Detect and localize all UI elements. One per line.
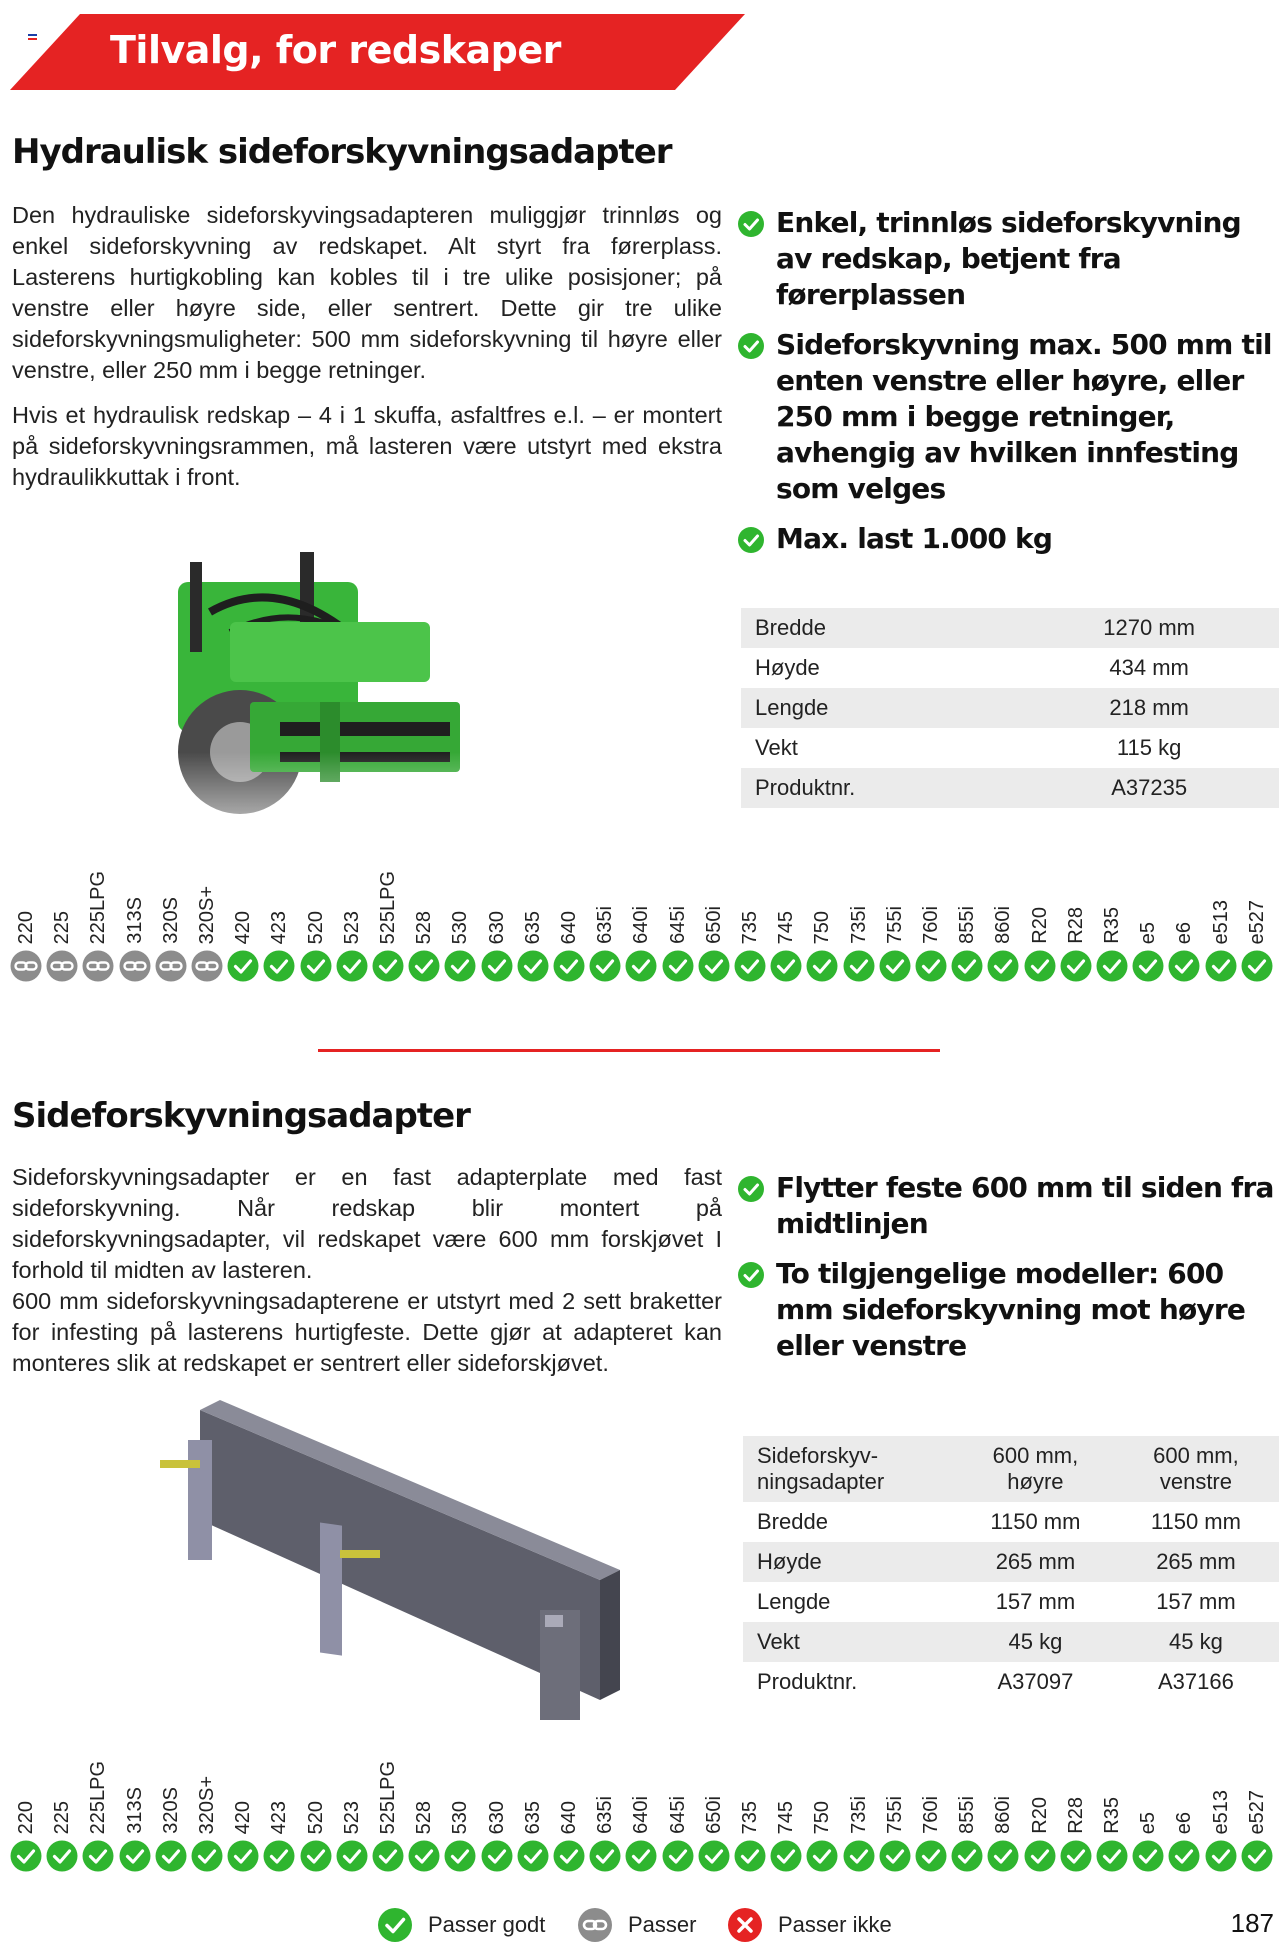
section1-paragraph-2: Hvis et hydraulisk redskap – 4 i 1 skuffa, asfaltfres e.l. – er montert på sideforskyvningsrammen, må lasteren være utstyrt med ekstra hydraulikkuttak i front.: [12, 402, 722, 490]
check-icon: [987, 1840, 1019, 1872]
table-row: [741, 768, 1279, 808]
check-icon: [553, 950, 585, 982]
model-label-text: 225LPG: [87, 870, 110, 944]
check-icon: [119, 1840, 151, 1872]
link-icon: [10, 950, 42, 982]
model-label: [623, 906, 659, 944]
check-icon: [625, 1840, 657, 1872]
model-label-text: 640i: [630, 906, 653, 944]
legend-item-link: [578, 1908, 696, 1942]
model-label-text: 525LPG: [377, 870, 399, 944]
check-icon: [372, 950, 404, 982]
section1-bullets: [738, 205, 1278, 571]
spec-value: 45 kg: [958, 1622, 1113, 1662]
model-label: [768, 911, 804, 944]
check-icon: [625, 950, 657, 982]
check-icon: [1132, 1840, 1164, 1872]
check-icon: [951, 950, 983, 982]
model-label: [8, 1801, 44, 1834]
model-label-text: 760i: [920, 906, 942, 944]
model-label: [479, 1801, 515, 1834]
model-label-text: 630: [485, 910, 508, 944]
section1-description: [12, 200, 722, 507]
loader-adapter-photo: [170, 552, 500, 872]
model-label: [261, 1801, 297, 1834]
model-label-text: 745: [775, 1800, 798, 1834]
check-icon: [806, 950, 838, 982]
check-icon: [698, 1840, 730, 1872]
model-label-text: e6: [1173, 921, 1196, 944]
model-label: [841, 906, 877, 944]
model-label-text: 220: [15, 910, 37, 944]
check-icon: [336, 950, 368, 982]
spec-value: 157 mm: [995, 1589, 1076, 1614]
model-label: [1166, 1812, 1202, 1834]
check-icon: [263, 1840, 295, 1872]
table-row: [741, 728, 1279, 768]
model-label-text: 635: [521, 910, 544, 944]
model-label: [1203, 900, 1239, 945]
model-label: [696, 906, 732, 944]
spec-value: A37166: [1158, 1669, 1234, 1694]
check-icon: [589, 1840, 621, 1872]
check-icon: [444, 950, 476, 982]
model-label-text: 750: [811, 910, 834, 944]
check-icon: [915, 950, 947, 982]
spec-value: A37235: [1019, 768, 1279, 808]
spec-label: Bredde: [757, 1509, 828, 1534]
flag-icon: [28, 34, 37, 40]
check-icon: [843, 1840, 875, 1872]
check-icon: [589, 950, 621, 982]
check-icon: [155, 1840, 187, 1872]
page-number: 187: [1230, 1908, 1274, 1938]
model-label: [44, 911, 80, 944]
check-icon: [191, 1840, 223, 1872]
model-label: [623, 1796, 659, 1834]
check-icon: [227, 1840, 259, 1872]
spec-value: 1150 mm: [1150, 1509, 1241, 1534]
model-label: [804, 1801, 840, 1834]
model-label: [442, 911, 478, 944]
section2-paragraph-1: Sideforskyvningsadapter er en fast adapterplate med fast sideforskyvning. Når redskap blir montert på sideforskyvningsadapter, vil redskapet være 600 mm forskjøvet I forhold til midten av lasteren.: [12, 1164, 722, 1283]
legend-item-check: [378, 1908, 545, 1942]
check-icon: [951, 1840, 983, 1872]
check-icon: [770, 1840, 802, 1872]
model-label-text: 735: [739, 1800, 761, 1834]
model-label: [1058, 907, 1094, 944]
check-icon: [1024, 950, 1056, 982]
model-label-text: 528: [413, 1800, 436, 1834]
model-label-text: e527: [1245, 899, 1268, 944]
model-label: [1166, 922, 1202, 944]
model-label: [80, 1761, 116, 1834]
check-icon: [517, 950, 549, 982]
model-label: [587, 1796, 623, 1834]
model-label: [732, 1801, 768, 1834]
cross-icon: [728, 1908, 762, 1942]
model-label: [696, 1796, 732, 1834]
model-label: [189, 886, 225, 944]
model-label-text: 320S: [159, 1787, 182, 1834]
spec-label: Produktnr.: [741, 768, 1019, 808]
check-icon: [843, 950, 875, 982]
model-label: [44, 1801, 80, 1834]
model-label: [1130, 1812, 1166, 1834]
model-label: [370, 871, 406, 944]
model-label-text: 420: [232, 910, 255, 944]
section-divider: [318, 1049, 940, 1052]
check-icon: [372, 1840, 404, 1872]
model-label-text: e513: [1209, 1789, 1232, 1834]
check-icon: [1205, 1840, 1237, 1872]
check-icon: [227, 950, 259, 982]
model-label: [985, 906, 1021, 944]
model-label: [8, 911, 44, 944]
check-icon: [1132, 950, 1164, 982]
table-row: [743, 1582, 1279, 1622]
model-label-text: e513: [1209, 899, 1232, 944]
model-label: [406, 1801, 442, 1834]
spec-label: Høyde: [755, 655, 820, 680]
table-row: [743, 1662, 1279, 1702]
check-icon: [300, 1840, 332, 1872]
model-labels: [10, 1740, 1280, 1840]
check-icon: [336, 1840, 368, 1872]
bullet-text: Flytter feste 600 mm til siden fra midtlinjen: [776, 1171, 1274, 1240]
section2-title: Sideforskyvningsadapter: [12, 1096, 470, 1136]
spec-label: Bredde: [741, 608, 1019, 648]
model-label: [515, 1801, 551, 1834]
spec-label: Produktnr.: [757, 1669, 858, 1694]
check-icon: [1168, 1840, 1200, 1872]
section1-spec-table: [741, 608, 1279, 808]
model-label: [153, 897, 189, 944]
model-label-text: 528: [413, 910, 436, 944]
model-label: [370, 1761, 406, 1834]
check-icon: [1205, 950, 1237, 982]
model-label-text: 735: [739, 910, 761, 944]
model-label-text: 523: [340, 1800, 363, 1834]
model-label-text: R35: [1101, 1797, 1123, 1834]
bullet-item: [738, 521, 1278, 557]
spec-label: Lengde: [757, 1589, 831, 1614]
model-label-text: 313S: [123, 897, 146, 944]
model-label: [804, 911, 840, 944]
model-label-text: e5: [1137, 921, 1160, 944]
model-label-text: 423: [268, 910, 291, 944]
model-label: [732, 911, 768, 944]
check-icon: [444, 1840, 476, 1872]
model-label: [587, 906, 623, 944]
section2-paragraph-2: 600 mm sideforskyvningsadapterene er utstyrt med 2 sett braketter for infesting på lasterens hurtigfeste. Dette gjør at adapteret kan monteres slik at redskapet er sentrert eller sideforskjøvet.: [12, 1288, 722, 1376]
check-icon: [300, 950, 332, 982]
check-icon: [408, 1840, 440, 1872]
model-label-text: 640i: [630, 1796, 653, 1834]
bullet-text: Max. last 1.000 kg: [776, 522, 1053, 555]
check-icon: [806, 1840, 838, 1872]
section2-compatibility-grid: [10, 1740, 1280, 1876]
model-label-text: 645i: [666, 906, 689, 944]
legend-label: Passer godt: [428, 1912, 546, 1937]
section1-compatibility-grid: [10, 850, 1280, 986]
model-label-text: 735i: [847, 1796, 870, 1834]
check-icon: [378, 1908, 412, 1942]
check-icon: [987, 950, 1019, 982]
model-label-text: 755i: [883, 1796, 906, 1834]
legend-item-cross: [728, 1908, 892, 1942]
model-label: [985, 1796, 1021, 1834]
check-icon: [662, 950, 694, 982]
model-label-text: 225: [51, 910, 74, 944]
model-label-text: e6: [1173, 1811, 1196, 1834]
check-icon: [698, 950, 730, 982]
check-icon: [738, 527, 764, 553]
table-row: [741, 648, 1279, 688]
table-row: [743, 1502, 1279, 1542]
check-icon: [662, 1840, 694, 1872]
model-label-text: 635i: [594, 1796, 617, 1834]
model-label-text: 320S: [159, 897, 182, 944]
model-label-text: 635: [521, 1800, 544, 1834]
check-icon: [481, 1840, 513, 1872]
model-label-text: 423: [268, 1800, 291, 1834]
check-icon: [1096, 950, 1128, 982]
model-label: [117, 897, 153, 944]
link-icon: [46, 950, 78, 982]
check-icon: [879, 950, 911, 982]
bullet-item: [738, 205, 1278, 313]
model-label-text: 640: [558, 1800, 580, 1834]
model-label-text: 745: [775, 910, 798, 944]
spec-header-col1: 600 mm, høyre: [958, 1436, 1113, 1502]
section2-description: [12, 1162, 722, 1379]
check-icon: [263, 950, 295, 982]
spec-value: 265 mm: [958, 1542, 1113, 1582]
link-icon: [191, 950, 223, 982]
model-label-text: 855i: [956, 906, 979, 944]
model-label-text: 320S+: [196, 885, 218, 944]
bullet-text: To tilgjengelige modeller: 600 mm sideforskyvning mot høyre eller venstre: [776, 1257, 1246, 1362]
table-row: [743, 1622, 1279, 1662]
section1-paragraph-1: Den hydrauliske sideforskyvingsadapteren muliggjør trinnløs og enkel sideforskyvning av redskapet. Alt styrt fra førerplass. Lasterens hurtigkobling kan kobles til i tre ulike posisjoner; på venstre eller høyre side, eller sentrert. Dette gir tre ulike sideforskyvningsmuligheter: 500 mm sideforskyvning til høyre eller venstre, eller 250 mm i begge retninger.: [12, 202, 722, 383]
bullet-item: [738, 327, 1278, 507]
model-label: [189, 1776, 225, 1834]
model-label: [551, 1801, 587, 1834]
model-label: [1203, 1790, 1239, 1835]
model-label: [334, 911, 370, 944]
section-banner: [10, 14, 745, 90]
model-label-text: 520: [304, 1800, 327, 1834]
spec-value: 265 mm: [1113, 1542, 1279, 1582]
check-icon: [734, 1840, 766, 1872]
spec-value: 45 kg: [1113, 1622, 1279, 1662]
compatibility-icons: [10, 950, 1280, 986]
model-label-text: 860i: [992, 906, 1015, 944]
spec-label: Vekt: [755, 735, 798, 760]
spec-value: 1270 mm: [1019, 608, 1279, 648]
model-label-text: 420: [232, 1800, 255, 1834]
link-icon: [119, 950, 151, 982]
model-label: [117, 1787, 153, 1834]
model-label: [515, 911, 551, 944]
table-header-row: [743, 1436, 1279, 1502]
model-label-text: 760i: [920, 1796, 942, 1834]
spec-label: Høyde: [743, 1542, 958, 1582]
model-label-text: 650i: [702, 1796, 725, 1834]
model-label: [913, 906, 949, 944]
spec-value: 1150 mm: [990, 1509, 1081, 1534]
spec-value: 157 mm: [1156, 1589, 1236, 1614]
check-icon: [481, 950, 513, 982]
model-label: [406, 911, 442, 944]
model-label-text: 525LPG: [377, 1760, 399, 1834]
model-label: [442, 1801, 478, 1834]
model-label: [913, 1796, 949, 1834]
model-label-text: R28: [1064, 907, 1087, 944]
check-icon: [915, 1840, 947, 1872]
model-label-text: 750: [811, 1800, 834, 1834]
model-label-text: 225LPG: [87, 1760, 110, 1834]
model-label: [949, 1796, 985, 1834]
check-icon: [1241, 1840, 1273, 1872]
model-label-text: 220: [15, 1800, 37, 1834]
model-label-text: e527: [1245, 1789, 1268, 1834]
model-label: [225, 911, 261, 944]
model-label: [1239, 1790, 1275, 1835]
model-label: [877, 1796, 913, 1834]
check-icon: [738, 1262, 764, 1288]
model-label-text: 855i: [956, 1796, 979, 1834]
bullet-item: [738, 1170, 1278, 1242]
model-label: [949, 906, 985, 944]
check-icon: [1024, 1840, 1056, 1872]
model-label: [1130, 922, 1166, 944]
model-label: [1094, 907, 1130, 944]
check-icon: [1060, 1840, 1092, 1872]
banner-title: Tilvalg, for redskaper: [110, 28, 561, 72]
model-label-text: 530: [449, 1800, 472, 1834]
spec-value: 218 mm: [1019, 688, 1279, 728]
model-label: [1022, 1797, 1058, 1834]
table-row: [743, 1542, 1279, 1582]
check-icon: [553, 1840, 585, 1872]
check-icon: [738, 333, 764, 359]
model-label-text: R20: [1028, 907, 1051, 944]
check-icon: [879, 1840, 911, 1872]
check-icon: [738, 211, 764, 237]
model-label: [1058, 1797, 1094, 1834]
check-icon: [517, 1840, 549, 1872]
model-label: [1239, 900, 1275, 945]
bullet-text: Sideforskyvning max. 500 mm til enten venstre eller høyre, eller 250 mm i begge retninger, avhengig av hvilken innfesting som velges: [776, 328, 1272, 505]
check-icon: [408, 950, 440, 982]
model-label: [261, 911, 297, 944]
model-label: [479, 911, 515, 944]
model-label-text: 313S: [123, 1787, 146, 1834]
check-icon: [82, 1840, 114, 1872]
section2-spec-table: [743, 1436, 1279, 1702]
link-icon: [82, 950, 114, 982]
bullet-item: [738, 1256, 1278, 1364]
spec-value: 115 kg: [1116, 735, 1182, 760]
check-icon: [1060, 950, 1092, 982]
model-label-text: R28: [1064, 1797, 1087, 1834]
model-label-text: 523: [340, 910, 363, 944]
model-label: [551, 911, 587, 944]
spec-value: 434 mm: [1109, 655, 1189, 680]
bullet-text: Enkel, trinnløs sideforskyvning av redskap, betjent fra førerplassen: [776, 206, 1241, 311]
check-icon: [1168, 950, 1200, 982]
adapter-plate-photo: [160, 1400, 620, 1750]
model-label: [768, 1801, 804, 1834]
model-label-text: 860i: [992, 1796, 1015, 1834]
model-label: [1094, 1797, 1130, 1834]
model-label-text: e5: [1137, 1811, 1160, 1834]
legend-label: Passer: [628, 1912, 697, 1937]
spec-header-label: Sideforskyv-ningsadapter: [743, 1436, 958, 1502]
model-label: [298, 1801, 334, 1834]
check-icon: [1241, 950, 1273, 982]
model-label-text: 640: [558, 910, 580, 944]
check-icon: [46, 1840, 78, 1872]
spec-label: Lengde: [741, 688, 1019, 728]
link-icon: [155, 950, 187, 982]
check-icon: [10, 1840, 42, 1872]
spec-header-col2: 600 mm, venstre: [1113, 1436, 1279, 1502]
model-label: [660, 1796, 696, 1834]
model-label-text: 645i: [666, 1796, 689, 1834]
model-label-text: 520: [304, 910, 327, 944]
spec-label: Vekt: [743, 1622, 958, 1662]
legend-label: Passer ikke: [778, 1912, 892, 1937]
link-icon: [578, 1908, 612, 1942]
model-label: [153, 1787, 189, 1834]
model-label-text: 650i: [702, 906, 725, 944]
model-labels: [10, 850, 1280, 950]
spec-value: A37097: [997, 1669, 1074, 1694]
table-row: [741, 688, 1279, 728]
check-icon: [734, 950, 766, 982]
model-label-text: 735i: [847, 906, 870, 944]
section2-bullets: [738, 1170, 1278, 1378]
model-label-text: R20: [1028, 1797, 1051, 1834]
model-label-text: 630: [485, 1800, 508, 1834]
model-label: [1022, 907, 1058, 944]
model-label: [841, 1796, 877, 1834]
model-label-text: R35: [1101, 907, 1123, 944]
model-label: [80, 871, 116, 944]
check-icon: [1096, 1840, 1128, 1872]
check-icon: [770, 950, 802, 982]
model-label-text: 225: [51, 1800, 74, 1834]
model-label-text: 755i: [883, 906, 906, 944]
model-label: [334, 1801, 370, 1834]
model-label-text: 320S+: [196, 1775, 218, 1834]
model-label: [660, 906, 696, 944]
compatibility-icons: [10, 1840, 1280, 1876]
check-icon: [738, 1176, 764, 1202]
model-label-text: 530: [449, 910, 472, 944]
model-label: [877, 906, 913, 944]
section1-title: Hydraulisk sideforskyvningsadapter: [12, 132, 672, 172]
table-row: [741, 608, 1279, 648]
model-label: [298, 911, 334, 944]
model-label-text: 635i: [594, 906, 617, 944]
model-label: [225, 1801, 261, 1834]
